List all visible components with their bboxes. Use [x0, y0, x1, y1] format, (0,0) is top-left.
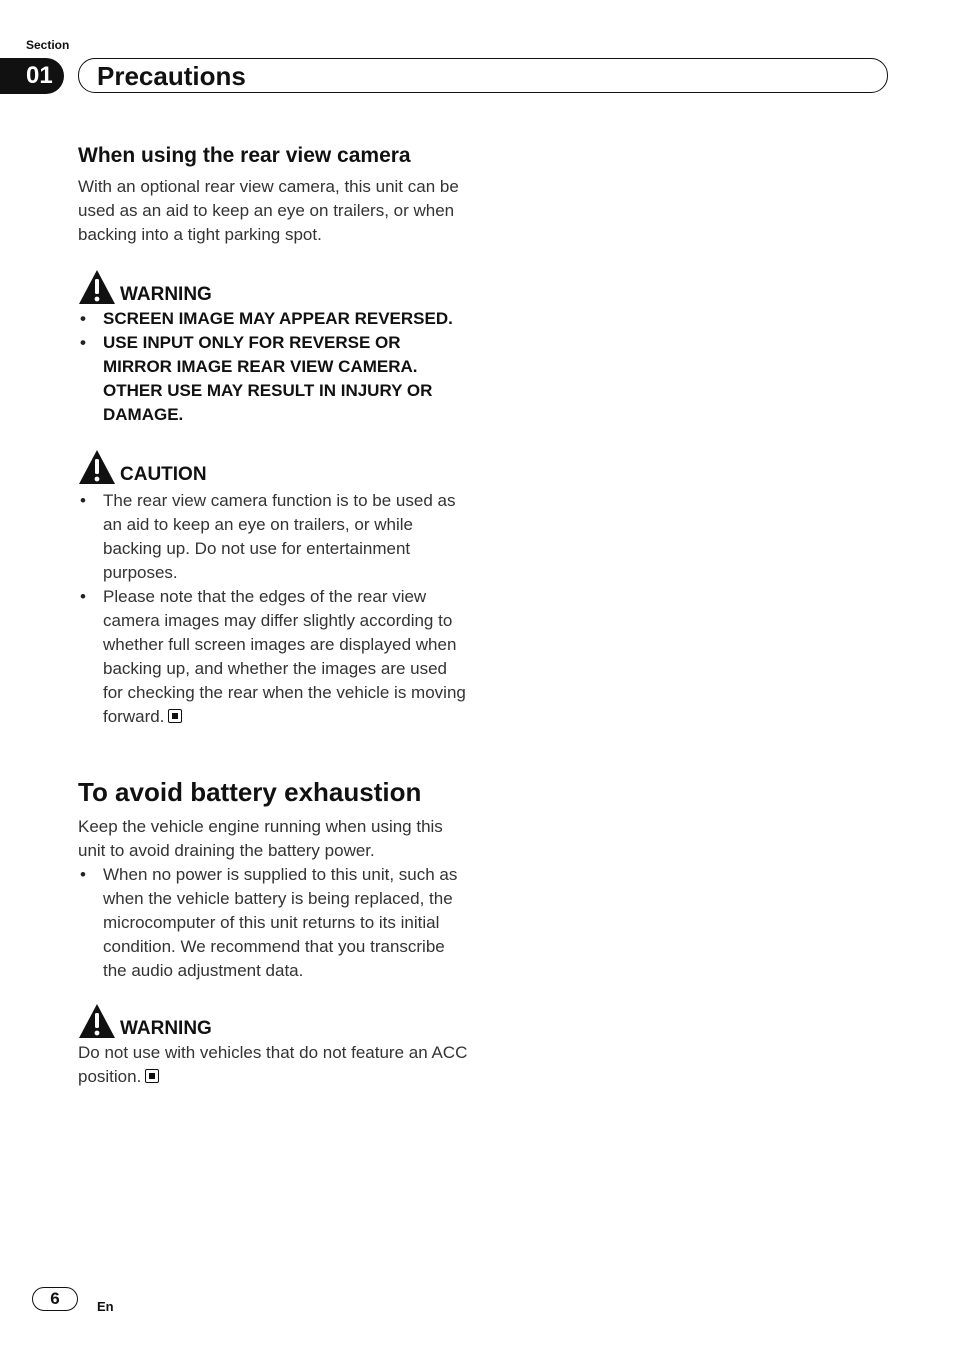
list-item: • The rear view camera function is to be used as an aid to keep an eye on trailers, or while backing up. Do not use for entertainment purposes. [78, 489, 468, 585]
battery-warning-body: Do not use with vehicles that do not feature an ACC position. [78, 1043, 468, 1086]
page-title: Precautions [97, 61, 246, 91]
section-label: Section [26, 38, 70, 52]
list-item-text: Please note that the edges of the rear view camera images may differ slightly according to whether full screen images are displayed when backing up, and whether the images are used for checking the rear when the vehicle is moving forward. [103, 587, 466, 726]
list-item [78, 585, 468, 729]
battery-heading: To avoid battery exhaustion [78, 777, 422, 807]
rear-camera-caution-list [78, 489, 468, 729]
list-item: • When no power is supplied to this unit, such as when the vehicle battery is being replaced, the microcomputer of this unit returns to its initial condition. We recommend that you transcribe the audio adjustment data. [78, 863, 468, 983]
page-number: 6 [32, 1287, 78, 1311]
rear-camera-heading: When using the rear view camera [78, 144, 411, 167]
content-column [78, 142, 468, 1089]
warning-icon [78, 269, 116, 305]
language-code: En [97, 1299, 114, 1314]
caution-label: CAUTION [120, 464, 207, 485]
section-number-tab: 01 [0, 58, 64, 94]
battery-list [78, 863, 468, 983]
caution-icon [78, 449, 116, 485]
end-of-section-icon [168, 709, 182, 723]
list-item: • SCREEN IMAGE MAY APPEAR REVERSED. [78, 307, 468, 331]
battery-warning-text [78, 1041, 468, 1089]
warning-icon [78, 1003, 116, 1039]
section-title-box [78, 58, 888, 93]
rear-camera-intro: With an optional rear view camera, this unit can be used as an aid to keep an eye on trailers, or when backing into a tight parking spot. [78, 177, 459, 244]
rear-camera-warning-header [78, 269, 468, 305]
battery-warning-header [78, 1003, 468, 1039]
end-of-section-icon [145, 1069, 159, 1083]
rear-camera-caution-header [78, 449, 468, 485]
list-item: • USE INPUT ONLY FOR REVERSE OR MIRROR IMAGE REAR VIEW CAMERA. OTHER USE MAY RESULT IN INJURY OR DAMAGE. [78, 331, 468, 427]
warning-label: WARNING [120, 284, 212, 305]
warning-label: WARNING [120, 1018, 212, 1039]
battery-intro: Keep the vehicle engine running when using this unit to avoid draining the battery power. [78, 817, 443, 860]
rear-camera-warning-list [78, 307, 468, 427]
